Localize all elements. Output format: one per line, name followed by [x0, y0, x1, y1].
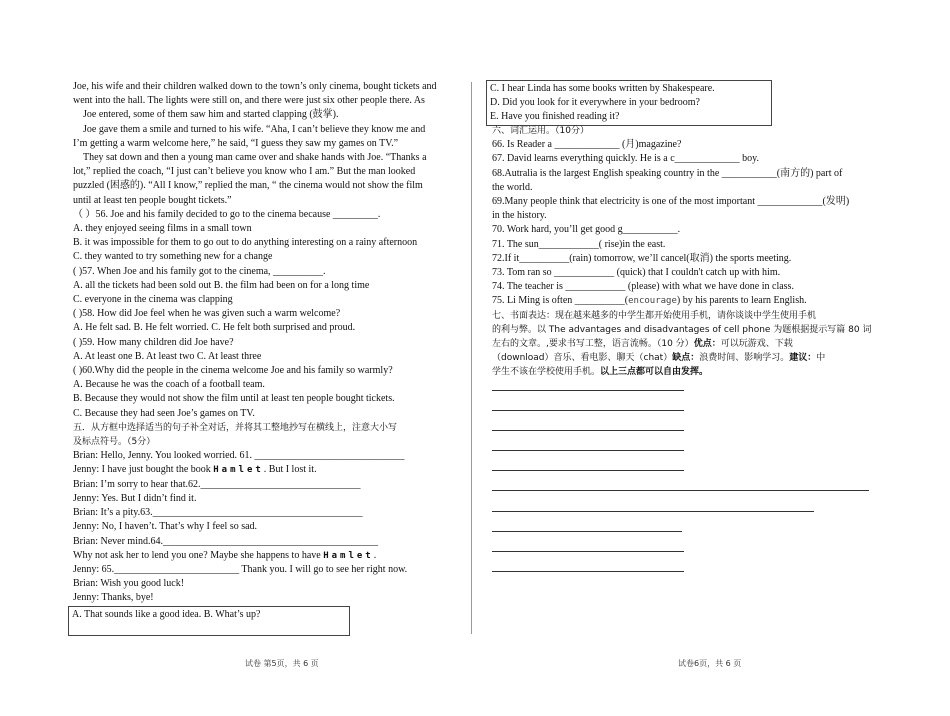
section7-line: 学生不该在学校使用手机。以上三点都可以自由发挥。 [492, 367, 709, 378]
vocab-q74: 74. The teacher is ____________ (please) with what we have done in class. [492, 281, 794, 293]
option-e: E. Have you finished reading it? [490, 111, 620, 122]
page-footer-left: 试卷 第5页，共 6 页 [245, 659, 319, 668]
dialogue-line: Jenny: No, I haven’t. That’s why I feel so sad. [73, 521, 258, 533]
dialogue-line: Brian: Wish you good luck! [73, 578, 185, 590]
vocab-q69-cont: in the history. [492, 210, 547, 222]
option-line: B. Because they would not show the film until at least ten people bought tickets. [73, 393, 395, 405]
writing-line[interactable] [492, 531, 682, 532]
column-divider [471, 82, 472, 634]
vocab-q71: 71. The sun____________( rise)in the east. [492, 238, 666, 250]
option-line: C. Because they had seen Joe’s games on TV. [73, 407, 255, 419]
dialogue-line: Brian: Never mind.64.___________________________________________ [73, 535, 378, 547]
writing-line[interactable] [492, 390, 684, 391]
left-column [73, 80, 458, 606]
option-line: A. He felt sad. B. He felt worried. C. He felt both surprised and proud. [73, 322, 356, 334]
writing-line[interactable] [492, 470, 684, 471]
section7-line: （download）音乐、看电影、聊天（chat）缺点：浪费时间、影响学习。建议：中 [492, 353, 826, 364]
right-column [492, 124, 877, 380]
dialogue-line: Brian: It’s a pity.63.__________________________________________ [73, 507, 363, 519]
question-line: ( )58. How did Joe feel when he was given such a warm welcome? [73, 308, 341, 320]
option-line: A. all the tickets had been sold out B. the film had been on for a long time [73, 279, 370, 291]
book-title: Hamlet [213, 465, 264, 476]
vocab-q70: 70. Work hard, you’ll get good g___________. [492, 224, 681, 236]
section7-line: 左右的文章。,要求书写工整，语言流畅。（10 分）优点：可以玩游戏、下载 [492, 339, 793, 350]
question-line: ( )59. How many children did Joe have? [73, 336, 234, 348]
vocab-q72: 72.If it__________(rain) tomorrow, we’ll cancel(取消) the sports meeting. [492, 252, 792, 264]
passage-line: until at least ten people bought tickets.” [73, 194, 232, 206]
option-line: C. they wanted to try something new for a change [73, 251, 273, 263]
passage-line: I’m getting a warm welcome here,” he said, “I guess they saw my games on TV.” [73, 137, 399, 149]
vocab-q75: 75. Li Ming is often __________(encourage) by his parents to learn English. [492, 295, 807, 307]
dialogue-line: Brian: Hello, Jenny. You looked worried. 61. ______________________________ [73, 450, 405, 462]
section5-title-cont: 及标点符号。（5分） [73, 437, 156, 448]
passage-line: puzzled (困惑的). “All I know,” replied the man, “ the cinema would not show the film [73, 180, 423, 192]
option-line: B. it was impossible for them to go out to do anything interesting on a rainy afternoon [73, 237, 418, 249]
section7-line: 七、书面表达：现在越来越多的中学生都开始使用手机，请你谈谈中学生使用手机 [492, 310, 817, 321]
dialogue-line: Jenny: I have just bought the book Hamlet. But I lost it. [73, 464, 317, 476]
dialogue-line: Brian: I’m sorry to hear that.62.________________________________ [73, 478, 361, 490]
vocab-q68-cont: the world. [492, 181, 533, 193]
option-ab: A. That sounds like a good idea. B. What’s up? [72, 609, 261, 620]
question-line: （ ）56. Joe and his family decided to go to the cinema because _________. [73, 208, 381, 220]
passage-line: They sat down and then a young man came over and shake hands with Joe. “Thanks a [83, 152, 427, 164]
dialogue-line: Jenny: 65._________________________ Thank you. I will go to see her right now. [73, 563, 408, 575]
dialogue-line: Why not ask her to lend you one? Maybe she happens to have Hamlet. [73, 549, 377, 561]
option-d: D. Did you look for it everywhere in your bedroom? [490, 97, 700, 108]
writing-line[interactable] [492, 551, 684, 552]
passage-line: lot,” replied the coach, “I just can’t believe you know who I am.” But the man looked [73, 166, 416, 178]
passage-line: Joe, his wife and their children walked down to the town’s only cinema, bought tickets and [73, 81, 437, 92]
writing-line[interactable] [492, 410, 684, 411]
book-title: Hamlet [323, 550, 374, 561]
vocab-q69: 69.Many people think that electricity is one of the most important _____________(发明) [492, 196, 850, 208]
options-box-right [486, 80, 772, 126]
section7-line: 的利与弊。以 The advantages and disadvantages of cell phone 为题根据提示写篇 80 词 [492, 324, 872, 335]
vocab-q73: 73. Tom ran so ____________ (quick) that I couldn't catch up with him. [492, 267, 781, 279]
option-line: A. Because he was the coach of a football team. [73, 379, 265, 391]
passage-line: went into the hall. The lights were still on, and there were just six other people there. As [73, 95, 425, 107]
writing-line[interactable] [492, 511, 814, 512]
passage-line: Joe gave them a smile and turned to his wife. “Aha, I can’t believe they know me and [83, 123, 426, 135]
writing-line[interactable] [492, 430, 684, 431]
section5-title: 五．从方框中选择适当的句子补全对话，并将其工整地抄写在横线上，注意大小写 [73, 422, 398, 433]
dialogue-line: Jenny: Thanks, bye! [73, 592, 154, 604]
option-c: C. I hear Linda has some books written by Shakespeare. [490, 83, 715, 94]
section6-title: 六、词汇运用。（10分） [492, 126, 589, 136]
passage-line: Joe entered, some of them saw him and started clapping (鼓掌). [83, 109, 339, 121]
writing-line[interactable] [492, 450, 684, 451]
option-line: A. At least one B. At least two C. At least three [73, 350, 262, 362]
page-footer-right: 试卷6页，共 6 页 [678, 659, 742, 668]
dialogue-line: Jenny: Yes. But I didn’t find it. [73, 492, 197, 504]
question-line: ( )60.Why did the people in the cinema welcome Joe and his family so warmly? [73, 365, 393, 377]
options-box-left [68, 606, 350, 636]
vocab-q67: 67. David learns everything quickly. He is a c_____________ boy. [492, 153, 759, 165]
option-line: A. they enjoyed seeing films in a small town [73, 223, 252, 235]
vocab-q66: 66. Is Reader a _____________ (月)magazine? [492, 139, 682, 151]
writing-line[interactable] [492, 490, 869, 491]
question-line: ( )57. When Joe and his family got to the cinema, __________. [73, 265, 326, 277]
writing-line[interactable] [492, 571, 684, 572]
option-line: C. everyone in the cinema was clapping [73, 294, 233, 306]
vocab-q68: 68.Autralia is the largest English speaking country in the ___________(南方的) part of [492, 167, 843, 179]
